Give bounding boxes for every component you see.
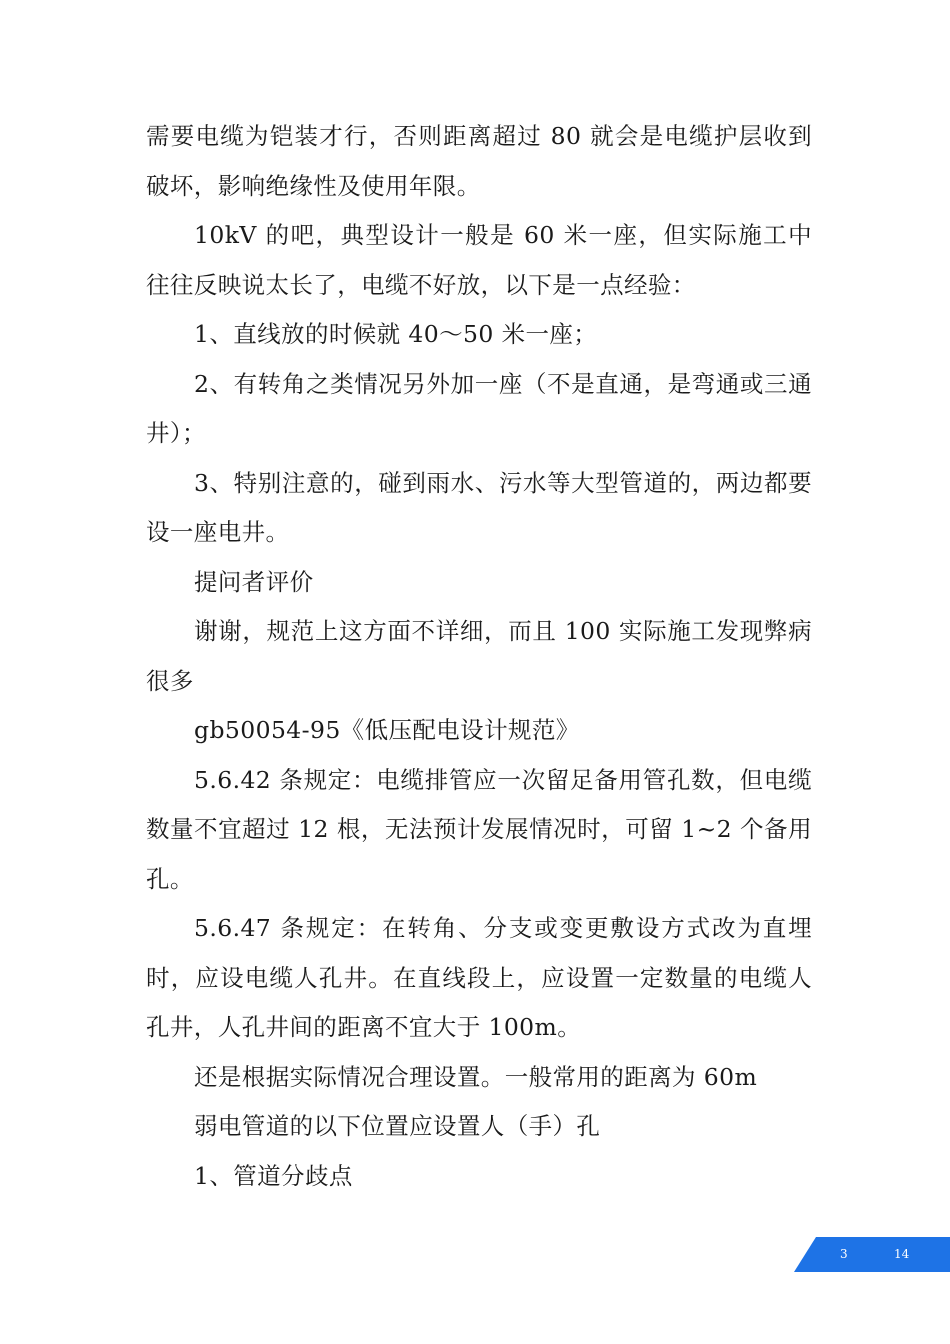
paragraph: 谢谢，规范上这方面不详细，而且 100 实际施工发现弊病很多 [146,617,812,695]
page-number-badge [794,1237,950,1272]
paragraph: 1、管道分歧点 [194,1161,353,1190]
paragraph: 1、直线放的时候就 40～50 米一座； [194,320,598,348]
paragraph: 还是根据实际情况合理设置。一般常用的距离为 60m [194,1062,758,1091]
document-body [146,112,812,1201]
paragraph: 5.6.47 条规定：在转角、分支或变更敷设方式改为直埋时，应设电缆人孔井。在直线段上，应设置一定数量的电缆人孔井，人孔井间的距离不宜大于 100m。 [146,914,812,1041]
paragraph: 弱电管道的以下位置应设置人（手）孔 [194,1112,601,1140]
current-page-number: 3 [840,1247,848,1261]
paragraph: 5.6.42 条规定：电缆排管应一次留足备用管孔数，但电缆数量不宜超过 12 根，无法预计发展情况时，可留 1~2 个备用孔。 [146,765,812,893]
page-badge-shape [794,1237,950,1272]
paragraph: 2、有转角之类情况另外加一座（不是直通，是弯通或三通井）； [146,369,812,447]
paragraph: 10kV 的吧，典型设计一般是 60 米一座，但实际施工中往往反映说太长了，电缆不好放，以下是一点经验： [146,221,812,299]
paragraph: 需要电缆为铠装才行，否则距离超过 80 就会是电缆护层收到破坏，影响绝缘性及使用年限。 [146,122,812,200]
paragraph: 提问者评价 [194,567,314,596]
paragraph: gb50054-95《低压配电设计规范》 [194,716,580,744]
paragraph: 3、特别注意的，碰到雨水、污水等大型管道的，两边都要设一座电井。 [146,468,812,546]
total-page-number: 14 [894,1247,910,1261]
